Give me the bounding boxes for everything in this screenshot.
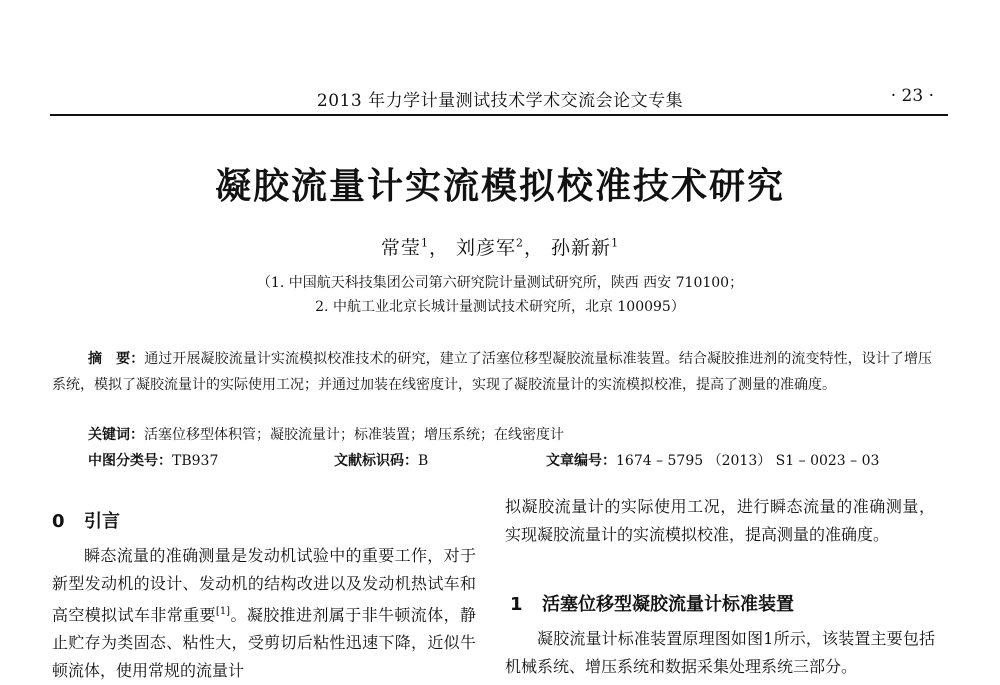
- section-number: 1: [510, 594, 523, 615]
- article-number: [546, 450, 879, 470]
- doc-code-value: B: [418, 453, 429, 469]
- intro-continuation-paragraph: 拟凝胶流量计的实际使用工况，进行瞬态流量的准确测量，实现凝胶流量计的实流模拟校准，提高测量的准确度。: [505, 497, 935, 544]
- clc-label: 中图分类号：: [88, 453, 172, 469]
- author-affil-mark: 2: [516, 236, 524, 250]
- intro-text-b: 。凝胶推进剂属于非牛顿流体，静止贮存为类固态、粘性大，受剪切后粘性迅速下降，近似牛顿流体，使用常规的流量计: [52, 605, 476, 681]
- author-name: 孙新新: [551, 237, 612, 259]
- header-rule: [50, 114, 948, 116]
- article-number-label: 文章编号：: [546, 453, 616, 469]
- article-number-value: 1674 – 5795 （2013） S1 – 0023 – 03: [616, 453, 880, 469]
- keywords-text: 活塞位移型体积管；凝胶流量计；标准装置；增压系统；在线密度计: [144, 427, 564, 443]
- intro-paragraph: [52, 542, 476, 685]
- paper-title: 凝胶流量计实流模拟校准技术研究: [214, 166, 785, 207]
- section-title: 活塞位移型凝胶流量计标准装置: [542, 594, 794, 615]
- author-affil-mark: 1: [420, 236, 429, 250]
- keywords: [88, 424, 564, 444]
- section-1-heading: [510, 590, 794, 616]
- intro-text-a: 瞬态流量的准确测量是发动机试验中的重要工作，对于新型发动机的设计、发动机的结构改进以及发动机热试车和高空模拟试车非常重要: [52, 546, 476, 625]
- doc-code-label: 文献标识码：: [334, 453, 418, 469]
- author-affil-mark: 1: [611, 236, 620, 250]
- clc-number: [88, 450, 218, 470]
- affiliation-1: （1. 中国航天科技集团公司第六研究院计量测试研究所，陕西 西安 710100；: [256, 275, 744, 291]
- abstract: [52, 346, 932, 398]
- author-name: 刘彦军: [455, 237, 516, 259]
- clc-value: TB937: [172, 453, 219, 469]
- page-number: · 23 ·: [890, 86, 934, 106]
- author-list: 常莹$^1$， 刘彦军$^2$， 孙新新$^1$: [380, 236, 620, 259]
- section-number: 0: [52, 511, 65, 532]
- section-0-heading: [52, 507, 120, 533]
- keywords-label: 关键词：: [88, 427, 144, 443]
- citation-ref: [1]: [215, 606, 231, 617]
- affiliation-2: 2. 中航工业北京长城计量测试技术研究所，北京 100095）: [315, 299, 685, 315]
- author-name: 常莹: [380, 237, 421, 259]
- running-header-title: 2013 年力学计量测试技术学术交流会论文专集: [316, 91, 684, 111]
- section-title: 引言: [84, 511, 120, 532]
- abstract-text: 通过开展凝胶流量计实流模拟校准技术的研究，建立了活塞位移型凝胶流量标准装置。结合凝胶推进剂的流变特性，设计了增压系统，模拟了凝胶流量计的实际使用工况；并通过加装在线密度计，实现了凝胶流量计的实流模拟校准，提高了测量的准确度。: [52, 351, 933, 393]
- abstract-label: 摘 要：: [88, 351, 145, 367]
- section-1-paragraph: 凝胶流量计标准装置原理图如图1所示，该装置主要包括机械系统、增压系统和数据采集处理系统三部分。: [505, 629, 935, 676]
- document-code: [334, 450, 428, 470]
